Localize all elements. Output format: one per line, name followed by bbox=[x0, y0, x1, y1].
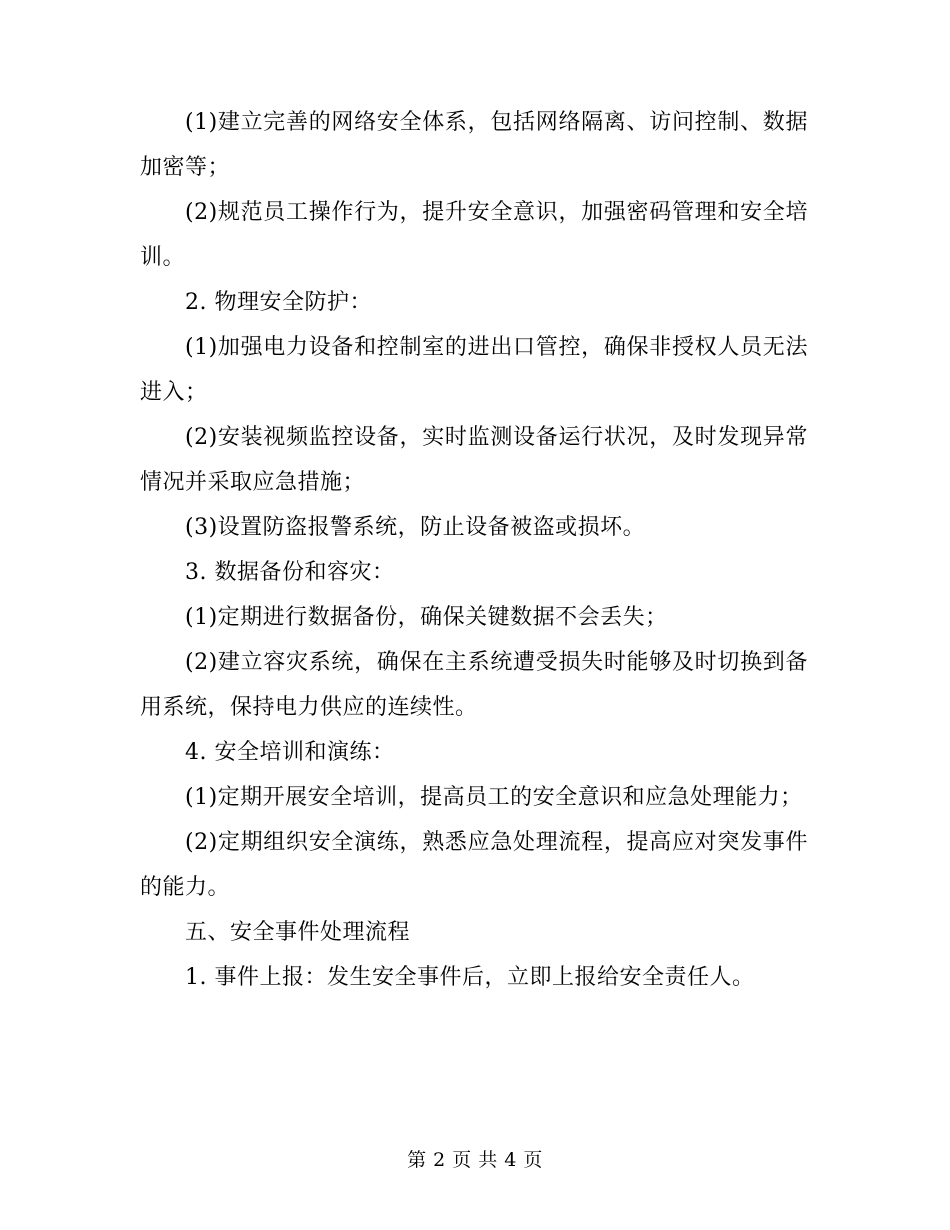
paragraph-physical-1: (1)加强电力设备和控制室的进出口管控，确保非授权人员无法进入； bbox=[140, 335, 808, 405]
paragraph-network-2: (2)规范员工操作行为，提升安全意识，加强密码管理和安全培训。 bbox=[140, 200, 808, 270]
section-heading-incident-process: 五、安全事件处理流程 bbox=[185, 920, 411, 945]
paragraph-network-1: (1)建立完善的网络安全体系，包括网络隔离、访问控制、数据加密等； bbox=[140, 110, 808, 180]
section-heading-backup: 3. 数据备份和容灾： bbox=[185, 560, 395, 585]
page-footer: 第 2 页 共 4 页 bbox=[407, 1149, 543, 1171]
paragraph-training-1: (1)定期开展安全培训，提高员工的安全意识和应急处理能力； bbox=[185, 785, 803, 810]
paragraph-training-2: (2)定期组织安全演练，熟悉应急处理流程，提高应对突发事件的能力。 bbox=[140, 830, 808, 900]
paragraph-physical-3: (3)设置防盗报警系统，防止设备被盗或损坏。 bbox=[185, 515, 646, 540]
paragraph-incident-1: 1. 事件上报：发生安全事件后，立即上报给安全责任人。 bbox=[185, 965, 755, 990]
document-body bbox=[140, 100, 808, 1000]
section-heading-physical-security: 2. 物理安全防护： bbox=[185, 290, 372, 315]
paragraph-backup-2: (2)建立容灾系统，确保在主系统遭受损失时能够及时切换到备用系统，保持电力供应的连续性。 bbox=[140, 650, 808, 720]
paragraph-backup-1: (1)定期进行数据备份，确保关键数据不会丢失； bbox=[185, 605, 668, 630]
section-heading-training: 4. 安全培训和演练： bbox=[185, 740, 395, 765]
paragraph-physical-2: (2)安装视频监控设备，实时监测设备运行状况，及时发现异常情况并采取应急措施； bbox=[140, 425, 808, 495]
